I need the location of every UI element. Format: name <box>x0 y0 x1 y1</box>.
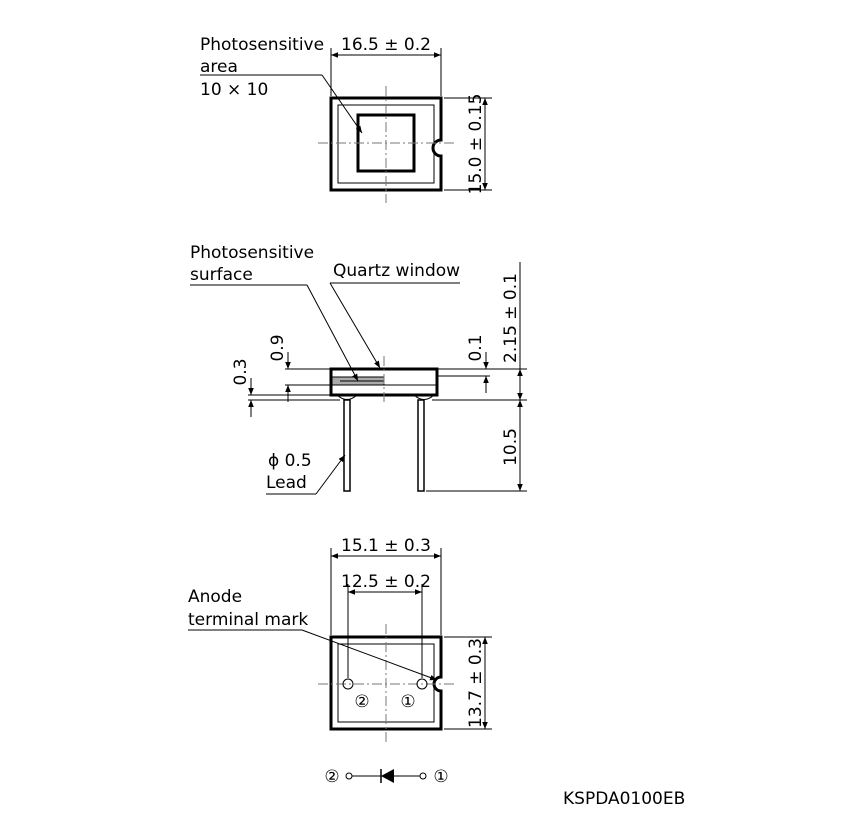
side-dim-09: 0.9 <box>268 334 288 362</box>
bottom-dim-height: 13.7 ± 0.3 <box>466 638 486 728</box>
side-dim-03: 0.3 <box>231 358 251 386</box>
side-label-window: Quartz window <box>333 261 461 281</box>
side-lead-right <box>418 400 424 491</box>
top-dim-width: 16.5 ± 0.2 <box>341 35 431 55</box>
symbol-triangle <box>381 769 394 783</box>
bottom-pin2-label: ② <box>354 692 370 712</box>
side-dim-105: 10.5 <box>501 428 521 466</box>
top-view <box>200 35 492 203</box>
side-label-photosensitive: Photosensitive <box>190 243 315 263</box>
bottom-label-terminal-mark: terminal mark <box>188 610 309 630</box>
top-label-area: area <box>200 57 238 77</box>
bottom-pin1-label: ① <box>400 692 416 712</box>
side-label-surface: surface <box>190 265 253 285</box>
bottom-label-anode: Anode <box>188 587 243 607</box>
side-dim-215: 2.15 ± 0.1 <box>501 273 521 363</box>
bottom-view <box>188 536 492 742</box>
side-lead-left <box>344 400 350 491</box>
drawing-code: KSPDA0100EB <box>563 789 686 809</box>
side-lead-label: Lead <box>266 473 307 493</box>
bottom-dim-outer: 15.1 ± 0.3 <box>341 536 431 556</box>
top-dim-height: 15.0 ± 0.15 <box>466 93 486 195</box>
diode-symbol <box>324 767 448 787</box>
top-label-size: 10 × 10 <box>200 80 269 100</box>
side-lead-diameter: ϕ 0.5 <box>268 451 312 471</box>
side-dim-01: 0.1 <box>466 334 486 362</box>
top-label-photosensitive: Photosensitive <box>200 35 325 55</box>
symbol-pin1: ① <box>433 767 449 787</box>
symbol-pin2: ② <box>324 767 340 787</box>
side-view <box>190 243 527 494</box>
bottom-dim-inner: 12.5 ± 0.2 <box>341 572 431 592</box>
